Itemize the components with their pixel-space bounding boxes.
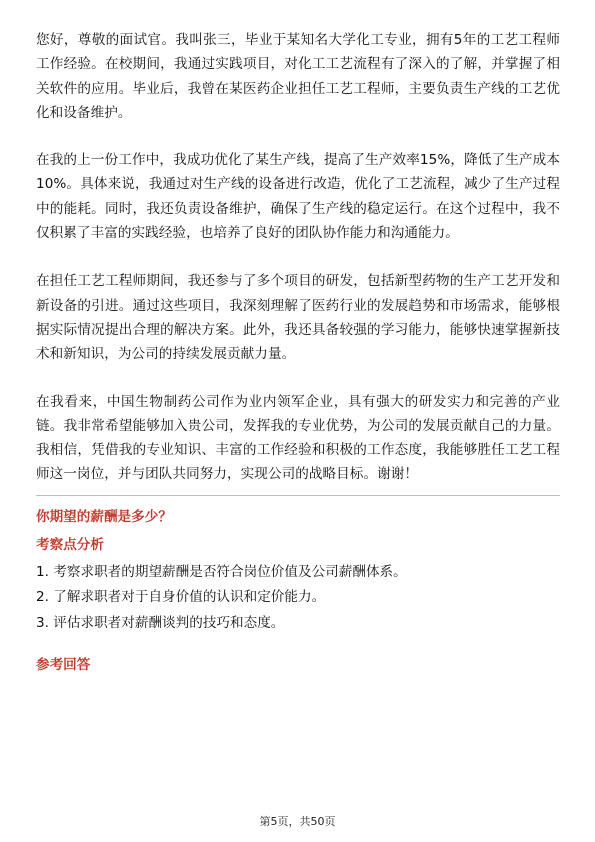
closing-paragraph: 在我看来，中国生物制药公司作为业内领军企业，具有强大的研发实力和完善的产业链。我非常希望能够加入贵公司，发挥我的专业优势，为公司的发展贡献自己的力量。我相信，凭借我的专业知识、丰富的工作经验和积极的工作态度，我能够胜任工艺工程师这一岗位，并与团队共同努力，实现公司的战略目标。谢谢！ (36, 393, 560, 483)
projects-paragraph: 在担任工艺工程师期间，我还参与了多个项目的研发，包括新型药物的生产工艺开发和新设备的引进。通过这些项目，我深刻理解了医药行业的发展趋势和市场需求，能够根据实际情况提出合理的解决方案。此外，我还具备较强的学习能力，能够快速掌握新技术和新知识，为公司的持续发展贡献力量。 (36, 273, 560, 363)
question-heading: 你期望的薪酬是多少？ (36, 508, 172, 525)
list-item: 3. 评估求职者对薪酬谈判的技巧和态度。 (36, 614, 285, 631)
page-content (36, 28, 560, 676)
page-number: 第5页，共50页 (259, 815, 336, 828)
intro-paragraph: 您好，尊敬的面试官。我叫张三，毕业于某知名大学化工专业，拥有5年的工艺工程师工作经验。在校期间，我通过实践项目，对化工工艺流程有了深入的了解，并掌握了相关软件的应用。毕业后，我曾在某医药企业担任工艺工程师，主要负责生产线的工艺优化和设备维护。 (36, 32, 560, 121)
list-item: 2. 了解求职者对于自身价值的认识和定价能力。 (36, 589, 326, 606)
analysis-heading: 考察点分析 (36, 536, 104, 553)
list-item: 1. 考察求职者的期望薪酬是否符合岗位价值及公司薪酬体系。 (36, 563, 407, 580)
experience-paragraph: 在我的上一份工作中，我成功优化了某生产线，提高了生产效率15%，降低了生产成本10%。具体来说，我通过对生产线的设备进行改造，优化了工艺流程，减少了生产过程中的能耗。同时，我还负责设备维护，确保了生产线的稳定运行。在这个过程中，我不仅积累了丰富的实践经验，也培养了良好的团队协作能力和沟通能力。 (36, 152, 560, 242)
analysis-list (36, 560, 560, 637)
reference-answer-heading: 参考回答 (36, 657, 91, 674)
section-divider (36, 495, 560, 496)
